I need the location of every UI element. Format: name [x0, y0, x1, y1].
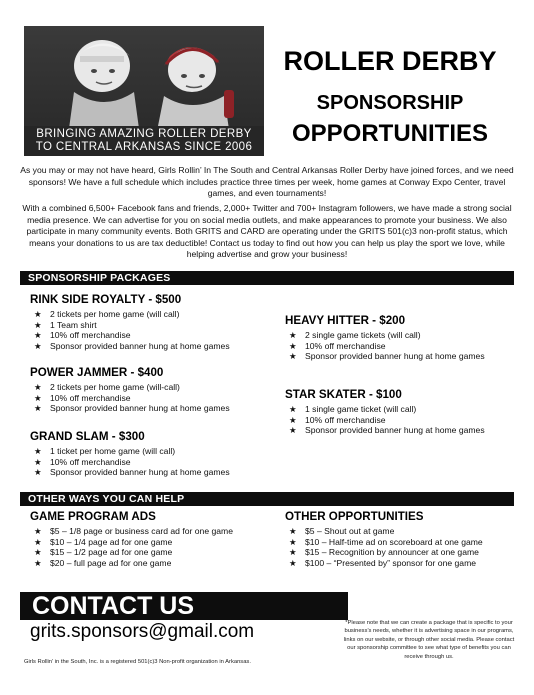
package-title: RINK SIDE ROYALTY - $500 — [30, 293, 182, 306]
ad-options — [30, 526, 233, 568]
package-benefits — [30, 446, 230, 478]
contact-us-heading: CONTACT US — [20, 592, 348, 620]
contact-email[interactable]: grits.sponsors@gmail.com — [30, 621, 255, 642]
star-bullet-icon: ★ — [289, 414, 297, 425]
other-ways-heading: OTHER WAYS YOU CAN HELP — [20, 492, 514, 506]
custom-package-note: *Please note that we can create a package that is specific to your business’s needs, whether it is advertising space in our programs, links on our website, or through other social media. Please contact our sponsorship committee to see what type of benefits you can receive through us. — [343, 620, 515, 660]
derby-skaters-image — [24, 26, 264, 156]
list-item-text: $5 – Shout out at game — [305, 526, 395, 536]
list-item — [30, 382, 230, 393]
list-item — [285, 341, 485, 352]
list-item-text: Sponsor provided banner hung at home games — [50, 340, 230, 351]
list-item-text: 10% off merchandise — [50, 330, 131, 341]
package-title: STAR SKATER - $100 — [285, 388, 402, 401]
intro-paragraph-1: As you may or may not have heard, Girls Rollin’ In The South and Central Arkansas Roller Derby have joined forces, and we need sponsors! We have a full schedule which includes practice three times per week, home games at Conway Expo Center, travel games, and even tournaments! — [20, 165, 514, 199]
list-item — [30, 393, 230, 404]
package-benefits — [285, 330, 485, 362]
list-item-text: 1 Team shirt — [50, 319, 97, 330]
list-item-text: 10% off merchandise — [50, 392, 131, 403]
star-bullet-icon: ★ — [289, 526, 297, 536]
list-item — [285, 537, 483, 548]
list-item-text: Sponsor provided banner hung at home games — [50, 403, 230, 414]
star-bullet-icon: ★ — [34, 557, 42, 568]
star-bullet-icon: ★ — [34, 526, 42, 536]
package-benefits — [285, 404, 485, 436]
list-item — [30, 547, 233, 558]
package-benefits — [30, 382, 230, 414]
list-item-text: Sponsor provided banner hung at home games — [50, 467, 230, 478]
list-item — [30, 341, 230, 352]
star-bullet-icon: ★ — [34, 382, 42, 392]
list-item — [30, 403, 230, 414]
title-line-3: OPPORTUNITIES — [291, 120, 489, 147]
skaters-illustration — [24, 26, 264, 136]
list-item — [285, 404, 485, 415]
banner-line-1: BRINGING AMAZING ROLLER DERBY — [36, 128, 252, 140]
package-power-jammer — [30, 366, 230, 414]
sponsorship-packages-heading: SPONSORSHIP PACKAGES — [20, 271, 514, 285]
package-star-skater — [285, 388, 485, 436]
star-bullet-icon: ★ — [34, 309, 42, 319]
list-item-text: Sponsor provided banner hung at home games — [305, 351, 485, 362]
other-opportunities — [285, 510, 483, 568]
package-grand-slam — [30, 430, 230, 478]
list-item-text: $100 – “Presented by” sponsor for one game — [305, 557, 477, 568]
star-bullet-icon: ★ — [289, 351, 297, 362]
list-item-text: $10 – 1/4 page ad for one game — [50, 536, 173, 547]
section-title: GAME PROGRAM ADS — [30, 510, 156, 523]
list-item — [285, 547, 483, 558]
list-item — [30, 467, 230, 478]
list-item-text: Sponsor provided banner hung at home games — [305, 425, 485, 436]
star-bullet-icon: ★ — [289, 536, 297, 547]
title-line-1: ROLLER DERBY — [283, 46, 497, 76]
list-item — [285, 351, 485, 362]
list-item — [285, 558, 483, 569]
list-item-text: 1 ticket per home game (will call) — [50, 446, 176, 456]
star-bullet-icon: ★ — [34, 319, 42, 330]
list-item — [30, 558, 233, 569]
star-bullet-icon: ★ — [289, 340, 297, 351]
list-item — [285, 330, 485, 341]
title-line-2: SPONSORSHIP — [316, 92, 464, 114]
list-item-text: $15 – Recognition by announcer at one game — [305, 547, 479, 558]
list-item-text: $5 – 1/8 page or business card ad for one game — [50, 526, 233, 536]
list-item — [30, 309, 230, 320]
star-bullet-icon: ★ — [289, 547, 297, 558]
list-item — [285, 526, 483, 537]
list-item-text: 2 tickets per home game (will call) — [50, 309, 180, 319]
list-item-text: $10 – Half-time ad on scoreboard at one game — [305, 536, 483, 547]
star-bullet-icon: ★ — [289, 425, 297, 436]
list-item-text: $20 – full page ad for one game — [50, 557, 172, 568]
list-item — [30, 457, 230, 468]
package-heavy-hitter — [285, 314, 485, 362]
list-item-text: 10% off merchandise — [50, 456, 131, 467]
hero-banner — [24, 126, 264, 156]
star-bullet-icon: ★ — [34, 330, 42, 341]
list-item-text: 2 tickets per home game (will-call) — [50, 382, 180, 392]
package-rink-side-royalty — [30, 293, 230, 351]
list-item — [30, 526, 233, 537]
banner-line-2: TO CENTRAL ARKANSAS SINCE 2006 — [35, 141, 253, 153]
opportunity-options — [285, 526, 483, 568]
star-bullet-icon: ★ — [34, 547, 42, 558]
package-title: HEAVY HITTER - $200 — [285, 314, 406, 327]
list-item — [30, 320, 230, 331]
list-item — [285, 415, 485, 426]
star-bullet-icon: ★ — [34, 392, 42, 403]
package-benefits — [30, 309, 230, 351]
game-program-ads — [30, 510, 233, 568]
nonprofit-footer: Girls Rollin’ in the South, Inc. is a registered 501(c)3 Non-profit organization in Arkansas. — [24, 659, 251, 665]
list-item — [285, 425, 485, 436]
star-bullet-icon: ★ — [34, 467, 42, 478]
star-bullet-icon: ★ — [34, 446, 42, 456]
star-bullet-icon: ★ — [34, 403, 42, 414]
star-bullet-icon: ★ — [289, 557, 297, 568]
list-item-text: 2 single game tickets (will call) — [305, 330, 421, 340]
intro-paragraph-2: With a combined 6,500+ Facebook fans and friends, 2,000+ Twitter and 700+ Instagram followers, we have made a strong social media presence. We can advertise for you on social media outlets, and make appearances to promote your business. We also participate in many community events. Both GRITS and CARD are operating under the GRITS 501(c)3 non-profit status, which means your donations to us are tax deductible! Contact us today to find out how you can help us play the sport we love, while helping advertise and grow your business! — [22, 203, 512, 260]
list-item — [30, 446, 230, 457]
star-bullet-icon: ★ — [34, 340, 42, 351]
star-bullet-icon: ★ — [289, 404, 297, 414]
list-item-text: 10% off merchandise — [305, 340, 386, 351]
list-item-text: 10% off merchandise — [305, 414, 386, 425]
star-bullet-icon: ★ — [34, 456, 42, 467]
list-item — [30, 537, 233, 548]
star-bullet-icon: ★ — [34, 536, 42, 547]
package-title: POWER JAMMER - $400 — [30, 366, 164, 379]
package-title: GRAND SLAM - $300 — [30, 430, 145, 443]
list-item-text: $15 – 1/2 page ad for one game — [50, 547, 173, 558]
section-title: OTHER OPPORTUNITIES — [285, 510, 424, 523]
list-item — [30, 330, 230, 341]
list-item-text: 1 single game ticket (will call) — [305, 404, 417, 414]
star-bullet-icon: ★ — [289, 330, 297, 340]
